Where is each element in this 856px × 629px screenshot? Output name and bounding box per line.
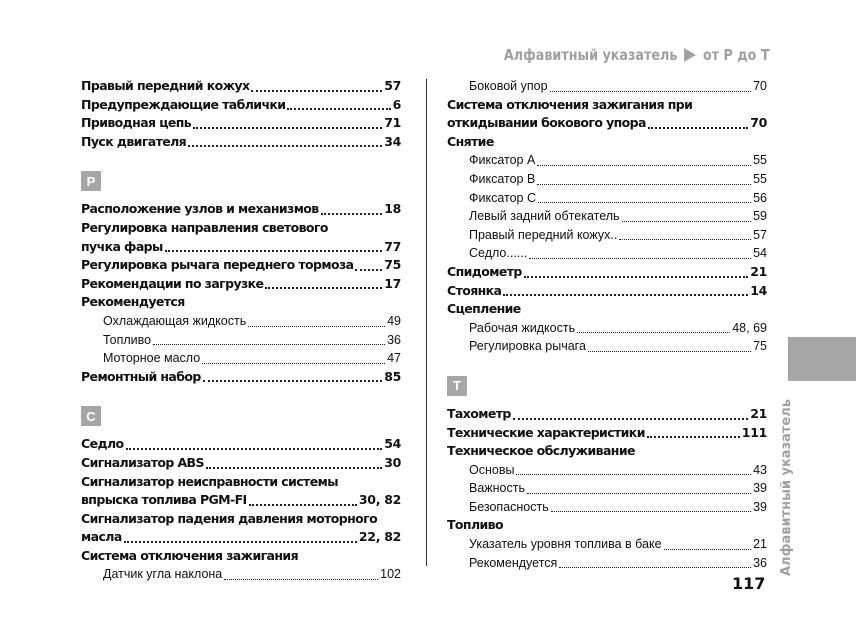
index-entry: Предупреждающие таблички 6 [81,96,401,112]
index-entry: Технические характеристики 111 [447,424,767,440]
index-subentry: Фиксатор B 55 [469,171,767,186]
index-entry: Регулировка рычага переднего тормоза 75 [81,257,401,273]
index-entry: Снятие [447,133,494,149]
index-entry: Регулировка направления светового [81,219,328,235]
index-subentry: Датчик угла наклона 102 [103,567,401,582]
index-entry: Сигнализатор падения давления моторного [81,510,378,526]
index-entry: откидывании бокового упора 70 [447,115,767,131]
index-entry: Правый передний кожух 57 [81,78,401,93]
index-entry: Сигнализатор неисправности системы [81,473,338,489]
index-entry: Система отключения зажигания при [447,96,693,112]
index-subentry: Указатель уровня топлива в баке 21 [469,537,767,552]
index-subentry: Седло...... 54 [469,246,767,261]
triangle-arrow-icon [685,48,697,62]
index-entry: Рекомендуется [81,294,185,310]
index-subentry: Регулировка рычага 75 [469,339,767,354]
index-subentry: Важность 39 [469,481,767,496]
index-entry: Седло 54 [81,436,401,452]
right-column [447,77,767,572]
column-divider [426,79,427,566]
index-entry: Техническое обслуживание [447,443,635,459]
index-subentry: Основы 43 [469,462,767,477]
index-entry: Тахометр 21 [447,405,767,421]
index-entry: Система отключения зажигания [81,547,299,563]
header-range: от Р до Т [703,46,770,64]
index-subentry: Фиксатор C 56 [469,190,767,205]
index-entry: масла 22, 82 [81,529,401,545]
index-entry: Сцепление [447,301,521,317]
index-entry: Пуск двигателя 34 [81,133,401,149]
index-entry: Ремонтный набор 85 [81,368,401,384]
index-entry: Приводная цепь 71 [81,115,401,131]
left-column [81,77,401,584]
index-subentry: Левый задний обтекатель 59 [469,209,767,224]
index-subentry: Моторное масло 47 [103,351,401,366]
index-subentry: Правый передний кожух.. 57 [469,227,767,242]
index-subentry: Рекомендуется 36 [469,555,767,570]
index-entry: пучка фары 77 [81,238,401,254]
index-subentry: Топливо 36 [103,332,401,347]
index-entry: Сигнализатор ABS 30 [81,454,401,470]
page-number: 117 [732,574,766,593]
index-subentry: Безопасность 39 [469,499,767,514]
header-title: Алфавитный указатель [504,46,678,64]
index-entry: Рекомендации по загрузке 17 [81,275,401,291]
index-entry: Спидометр 21 [447,263,767,279]
side-thumb-tab [788,337,856,381]
index-subentry: Боковой упор 70 [469,79,767,93]
section-letter-s: С [81,406,101,426]
index-subentry: Охлаждающая жидкость 49 [103,313,401,328]
index-entry: впрыска топлива PGM-FI 30, 82 [81,492,401,508]
index-subentry: Рабочая жидкость 48, 69 [469,320,767,335]
index-entry: Расположение узлов и механизмов 18 [81,201,401,217]
section-letter-t: Т [447,376,467,396]
index-entry: Стоянка 14 [447,282,767,298]
running-header [504,44,770,66]
index-entry: Топливо [447,517,503,533]
index-subentry: Фиксатор A 55 [469,153,767,168]
section-letter-r: Р [81,171,101,191]
